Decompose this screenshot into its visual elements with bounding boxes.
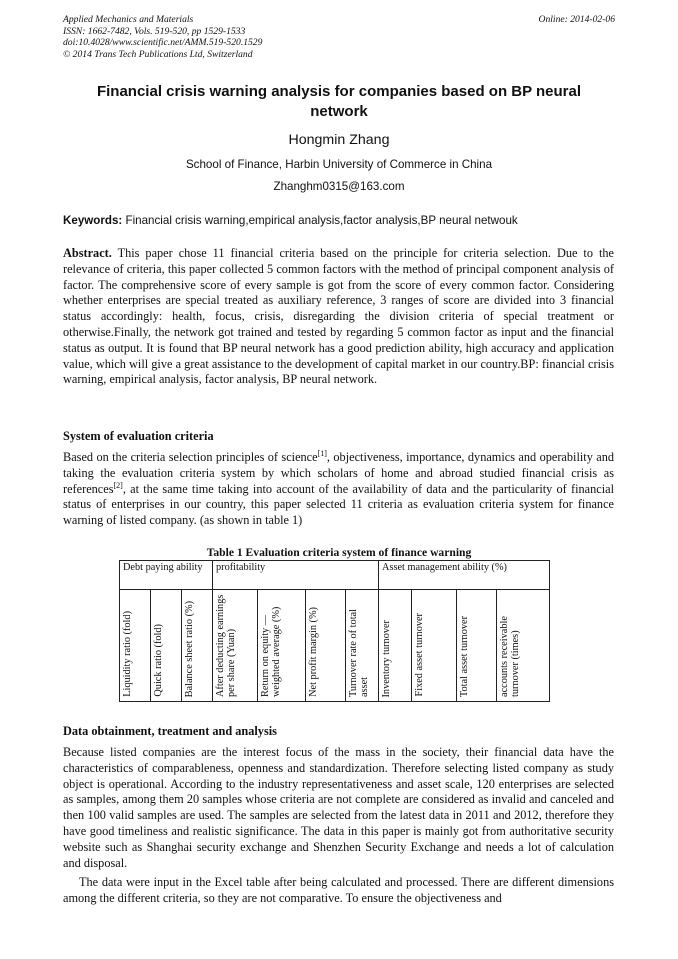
online-date: Online: 2014-02-06 (538, 14, 615, 25)
section2-paragraph-2: The data were input in the Excel table after being calculated and processed. There are different dimensions among the different criteria, so they are not comparative. To ensure the objectiveness and (63, 875, 614, 905)
criterion-cell: Fixed asset turnover (412, 590, 457, 702)
abstract-text: This paper chose 11 financial criteria based on the principle for criteria selection. Due to the relevance of criteria, this paper collected 5 common factors with the method of principal component analysis of factor. The comprehensive score of every sample is got from the score of every common factor. Considering whether enterprises are special treated as auxiliary reference, 3 ranges of score are divided into 3 financial status accordingly: health, focus, crisis, disregarding the division criteria of special treatment or otherwise.Finally, the network got trained and tested by regarding 5 common factor as input and the financial status as output. It is found that BP neural network has a good prediction ability, high accuracy and application value, which will give a great assistance to the development of capital market in our country.BP: financial crisis warning, empirical analysis, factor analysis, BP neural network. (63, 246, 614, 387)
group-asset-management: Asset management ability (%) (379, 561, 550, 590)
criterion-cell: Total asset turnover (457, 590, 497, 702)
table-caption: Table 1 Evaluation criteria system of finance warning (206, 546, 472, 559)
abstract-label: Abstract. (63, 246, 112, 260)
criterion-cell: Inventory turnover (379, 590, 412, 702)
keywords-label: Keywords: (63, 214, 123, 227)
criterion-cell: After deducting earnings per share (Yuan) (213, 590, 258, 702)
table-group-row (120, 561, 550, 590)
issn-line: ISSN: 1662-7482, Vols. 519-520, pp 1529-1533 (63, 25, 246, 37)
table-criteria-row (120, 590, 550, 702)
paper-title: Financial crisis warning analysis for companies based on BP neural network (96, 83, 582, 120)
criterion-cell: Net profit margin (%) (306, 590, 346, 702)
journal-name: Applied Mechanics and Materials (63, 14, 194, 25)
journal-header (63, 14, 262, 60)
citation-2: [2] (113, 480, 123, 490)
section-heading-evaluation: System of evaluation criteria (63, 429, 214, 443)
doi-line: doi:10.4028/www.scientific.net/AMM.519-520.1529 (63, 37, 263, 48)
abstract (63, 246, 614, 388)
criterion-cell: Return on equity —weighted average (%) (258, 590, 306, 702)
criterion-cell: Turnover rate of total asset (346, 590, 379, 702)
section-heading-data: Data obtainment, treatment and analysis (63, 724, 277, 738)
section1-paragraph: Based on the criteria selection principles of science[1], objectiveness, importance, dynamics and operability and taking the evaluation criteria system by which scholars of home and abroad studied financial crisis as references[2], at the same time taking into account of the availability of data and the particularity of financial status of enterprises in our country, this paper selected 11 criteria as evaluation criteria system for finance warning of listed company. (as shown in table 1) (63, 448, 614, 528)
group-profitability: profitability (213, 561, 379, 590)
criterion-cell: accounts receivable turnover (times) (497, 590, 550, 702)
copyright-line: © 2014 Trans Tech Publications Ltd, Switzerland (63, 48, 253, 60)
criteria-table (119, 560, 550, 702)
criterion-cell: Quick ratio (fold) (151, 590, 182, 702)
section2-paragraph-1: Because listed companies are the interest focus of the mass in the society, their financial data have the characteristics of comparableness, openness and standardization. Therefore selecting listed company as study object is operational. According to the industry representativeness and asset scale, 120 enterprises are selected as samples, among them 20 samples whose criteria are not complete are considered as invalid and canceled and then 100 valid samples are used. The samples are selected from the latest data in 2011 and 2012, therefore they have good timeliness and realistic significance. The data in this paper is mainly got from authoritative security website such as Shanghai security exchange and Shenzhen Security Exchange and needs a lot of calculation and disposal. (63, 745, 614, 870)
author-name: Hongmin Zhang (288, 132, 390, 148)
affiliation: School of Finance, Harbin University of Commerce in China (185, 158, 493, 171)
criterion-cell: Liquidity ratio (fold) (120, 590, 151, 702)
keywords (63, 214, 518, 227)
criterion-cell: Balance sheet ratio (%) (182, 590, 213, 702)
group-debt-paying: Debt paying ability (120, 561, 213, 590)
citation-1: [1] (317, 448, 327, 458)
author-email: Zhanghm0315@163.com (273, 180, 405, 193)
keywords-text: Financial crisis warning,empirical analysis,factor analysis,BP neural netwouk (122, 214, 518, 227)
